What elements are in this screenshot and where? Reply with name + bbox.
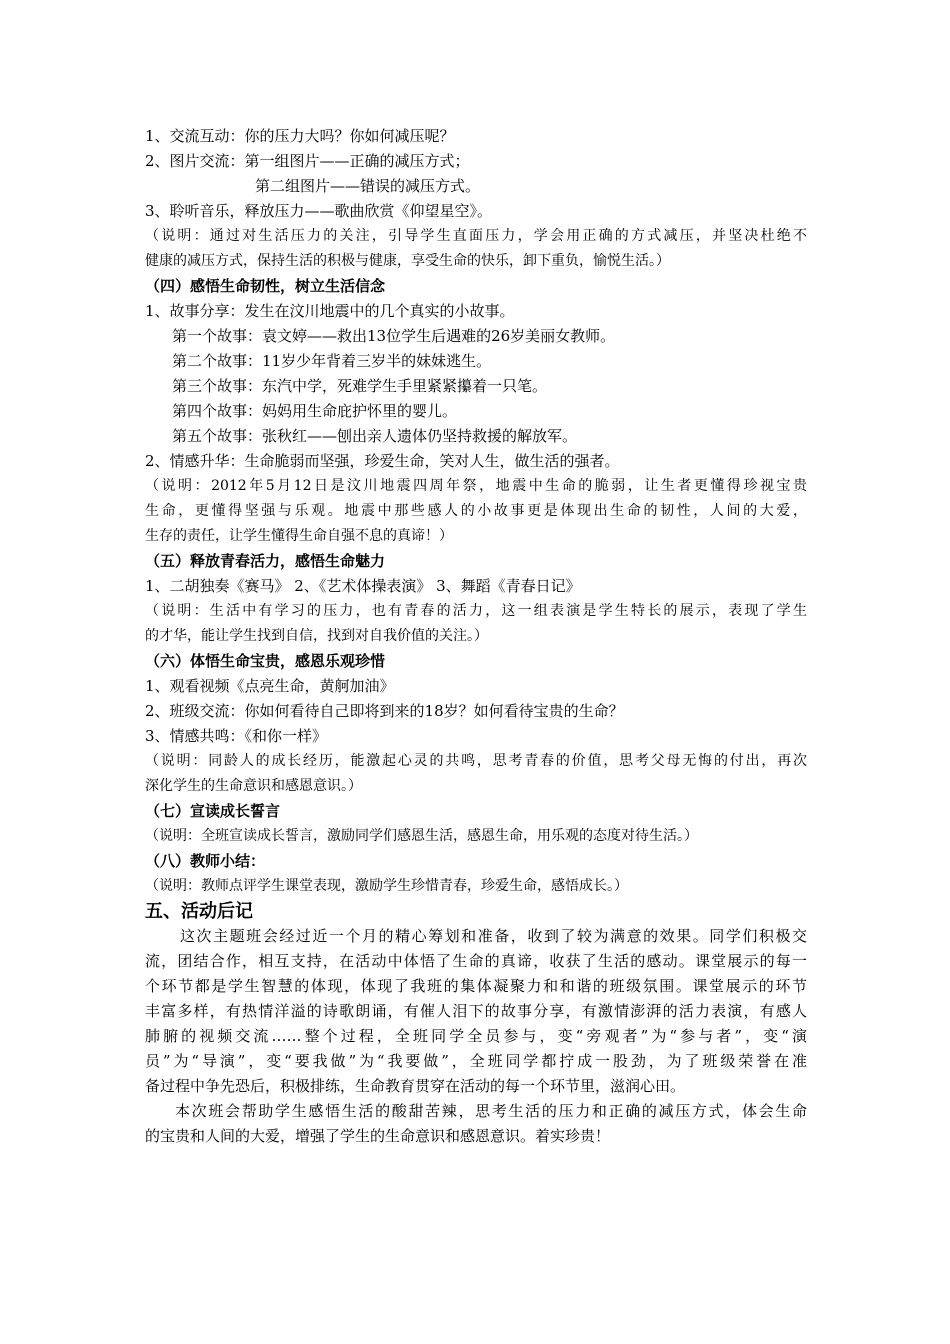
paragraph-line: 的宝贵和人间的大爱，增强了学生的生命意识和感恩意识。着实珍贵！	[145, 1127, 611, 1145]
paragraph-line: 个环节都是学生智慧的体现，体现了我班的集体凝聚力和和谐的班级氛围。课堂展示的环节	[145, 977, 807, 995]
note-line: （说明：同龄人的成长经历，能激起心灵的共鸣，思考青春的价值，思考父母无悔的付出，再次	[145, 753, 807, 769]
section-heading: （四）感悟生命韧性，树立生活信念	[145, 277, 386, 295]
paragraph-line: 备过程中争先恐后，积极排练，生命教育贯穿在活动的每一个环节里，滋润心田。	[145, 1077, 686, 1095]
text-line: 3、聆听音乐，释放压力——歌曲欣赏《仰望星空》。	[145, 202, 493, 220]
text-line: 第五个故事：张秋红——刨出亲人遗体仍坚持救援的解放军。	[172, 427, 578, 445]
text-line: 第三个故事：东汽中学，死难学生手里紧紧攥着一只笔。	[172, 377, 548, 395]
note-line: 的才华，能让学生找到自信，找到对自我价值的关注。）	[145, 628, 488, 644]
text-line: 1、二胡独奏《赛马》 2、《艺术体操表演》 3、舞蹈《青春日记》	[145, 577, 581, 595]
note-line: 生命，更懂得坚强与乐观。地震中那些感人的小故事更是体现出生命的韧性，人间的大爱，	[145, 503, 807, 519]
text-line: 3、情感共鸣：《和你一样》	[145, 727, 328, 745]
note-line: 健康的减压方式，保持生活的积极与健康，享受生命的快乐，卸下重负，愉悦生活。）	[145, 253, 670, 269]
note-line: （说明：生活中有学习的压力，也有青春的活力，这一组表演是学生特长的展示，表现了学生	[145, 603, 807, 619]
text-line: 1、交流互动：你的压力大吗？你如何减压呢？	[145, 127, 455, 145]
text-line: 1、故事分享：发生在汶川地震中的几个真实的小故事。	[145, 302, 515, 320]
note-line: （说明：2012年5月12日是汶川地震四周年祭，地震中生命的脆弱，让生者更懂得珍视宝贵	[145, 478, 807, 494]
paragraph-line: 本次班会帮助学生感悟生活的酸甜苦辣，思考生活的压力和正确的减压方式，体会生命	[175, 1102, 807, 1120]
note-line: （说明：通过对生活压力的关注，引导学生直面压力，学会用正确的方式减压，并坚决杜绝不	[145, 228, 807, 244]
section-heading: （六）体悟生命宝贵，感恩乐观珍惜	[145, 652, 386, 670]
section-heading: （五）释放青春活力，感悟生命魅力	[145, 552, 386, 570]
paragraph-line: 流，团结合作，相互支持，在活动中体悟了生命的真谛，收获了生活的感动。课堂展示的每一	[145, 952, 807, 970]
paragraph-line: 丰富多样，有热情洋溢的诗歌朗诵，有催人泪下的故事分享，有激情澎湃的活力表演，有感人	[145, 1002, 807, 1020]
note-line: （说明：教师点评学生课堂表现，激励学生珍惜青春，珍爱生命，感悟成长。）	[145, 878, 628, 894]
section-heading: （八）教师小结：	[145, 852, 266, 870]
text-line: 第一个故事：袁文婷——救出13位学生后遇难的26岁美丽女教师。	[172, 327, 616, 345]
note-line: 生存的责任，让学生懂得生命自强不息的真谛！）	[145, 528, 453, 544]
text-line: 1、观看视频《点亮生命，黄舸加油》	[145, 677, 395, 695]
paragraph-line: 员”为“导演”，变“要我做”为“我要做”，全班同学都拧成一股劲，为了班级荣誉在准	[145, 1052, 807, 1070]
note-line: （说明：全班宣读成长誓言，激励同学们感恩生活，感恩生命，用乐观的态度对待生活。）	[145, 828, 698, 844]
text-line: 2、图片交流：第一组图片——正确的减压方式；	[145, 152, 470, 170]
section-heading: （七）宣读成长誓言	[145, 802, 281, 820]
text-line: 第二个故事：11岁少年背着三岁半的妹妹逃生。	[172, 352, 492, 370]
paragraph-line: 肺腑的视频交流……整个过程，全班同学全员参与，变“旁观者”为“参与者”，变“演	[145, 1027, 807, 1045]
text-line: 2、情感升华：生命脆弱而坚强，珍爱生命，笑对人生，做生活的强者。	[145, 452, 620, 470]
note-line: 深化学生的生命意识和感恩意识。）	[145, 778, 362, 794]
text-line: 第二组图片——错误的减压方式。	[255, 177, 481, 195]
chapter-heading: 五、活动后记	[145, 901, 253, 922]
text-line: 2、班级交流：你如何看待自己即将到来的18岁？如何看待宝贵的生命？	[145, 702, 624, 720]
paragraph-line: 这次主题班会经过近一个月的精心筹划和准备，收到了较为满意的效果。同学们积极交	[180, 927, 807, 945]
text-line: 第四个故事：妈妈用生命庇护怀里的婴儿。	[172, 402, 458, 420]
